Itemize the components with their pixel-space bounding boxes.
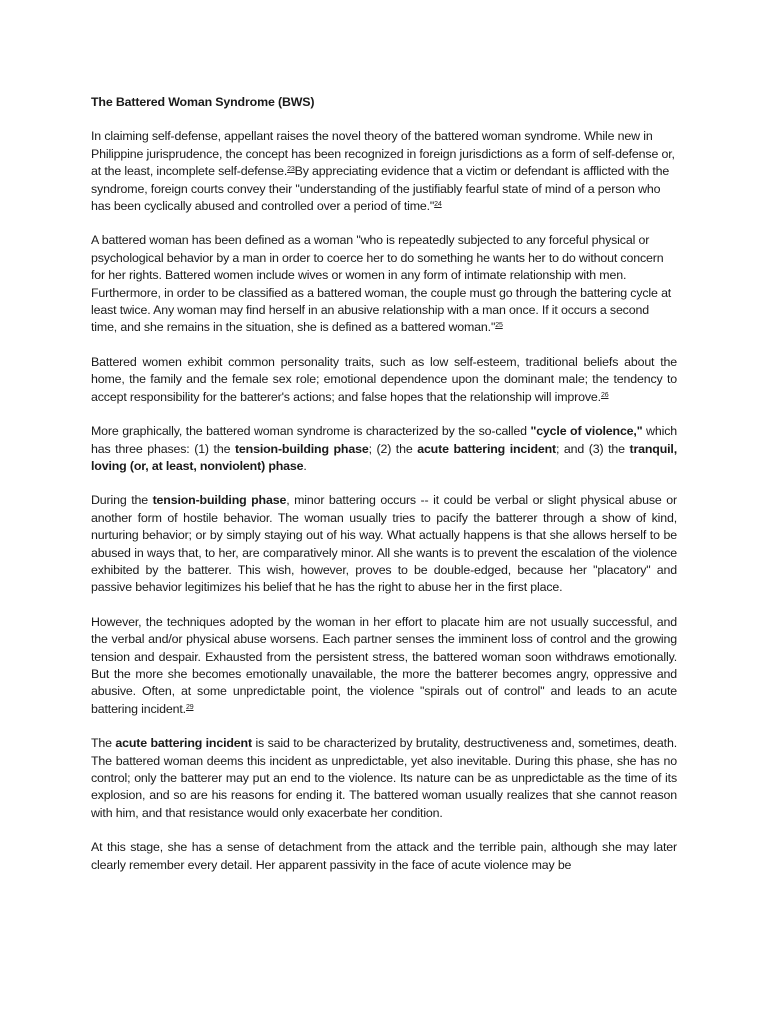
footnote-ref-29[interactable]: 29 [185, 703, 194, 711]
term-cycle-of-violence: "cycle of violence," [530, 424, 643, 439]
paragraph-5 [91, 492, 677, 596]
term-tranquil-phase: tranquil, loving (or, at least, nonviolent) phase [91, 441, 678, 473]
paragraph-8 [91, 839, 677, 874]
paragraph-5-text-a: During the [91, 493, 153, 508]
paragraph-6 [91, 614, 677, 718]
paragraph-4-text-d: ; (2) the [368, 441, 418, 456]
document-title: The Battered Woman Syndrome (BWS) [91, 95, 315, 109]
paragraph-8-text: At this stage, she has a sense of detachment from the attack and the terrible pain, although she may later clearly remember every detail. Her apparent passivity in the face of acute violence may be [91, 840, 677, 872]
paragraph-3 [91, 354, 677, 406]
paragraph-4 [91, 423, 677, 475]
paragraph-1-text-a: In claiming self-defense, appellant raises the novel theory of the battered woman syndrome. While new in Philippine jurisprudence, the concept has been recognized in foreign jurisdictions as a form of self-defense or, at the least, incomplete self-defense. [91, 129, 675, 179]
paragraph-4-text-e: ; and (3) the [556, 441, 630, 456]
paragraph-2-text: A battered woman has been defined as a woman "who is repeatedly subjected to any forceful physical or psychological behavior by a man in order to coerce her to do something he wants her to do without concern for her rights. Battered women include wives or women in any form of intimate relationship with men. Furthermore, in order to be classified as a battered woman, the couple must go through the battering cycle at least twice. Any woman may find herself in an abusive relationship with a man once. If it occurs a second time, and she remains in the situation, she is defined as a battered woman." [91, 233, 672, 335]
paragraph-4-text-a: More graphically, the battered woman syndrome is characterized by the so-called [91, 424, 531, 439]
term-acute-battering-incident: acute battering incident [417, 441, 557, 456]
paragraph-1 [91, 128, 677, 215]
footnote-ref-24[interactable]: 24 [434, 201, 442, 209]
paragraph-5-text-c: , minor battering occurs -- it could be verbal or slight physical abuse or another form of hostile behavior. The woman usually tries to pacify the batterer through a show of kind, nurturing behavior; or by simply staying out of his way. What actually happens is that she allows herself to be abused in ways that, to her, are comparatively minor. All she wants is to prevent the escalation of the violence exhibited by the batterer. This wish, however, proves to be double-edged, because her "placatory" and passive behavior legitimizes his belief that he has the right to abuse her in the first place. [91, 493, 677, 595]
term-tension-building-phase-2: tension-building phase [152, 493, 287, 508]
term-acute-battering-incident-2: acute battering incident [115, 736, 252, 751]
footnote-ref-25[interactable]: 25 [495, 322, 503, 330]
paragraph-3-text: Battered women exhibit common personality traits, such as low self-esteem, traditional beliefs about the home, the family and the female sex role; emotional dependence upon the dominant male; the tendency to accept responsibility for the batterer's actions; and false hopes that the relationship will improve. [91, 354, 677, 404]
footnote-ref-23[interactable]: 23 [287, 166, 295, 174]
paragraph-7-text-c: is said to be characterized by brutality, destructiveness and, sometimes, death. The battered woman deems this incident as unpredictable, yet also inevitable. During this phase, she has no control; only the batterer may put an end to the violence. Its nature can be as unpredictable as the time of its explosion, and so are his reasons for ending it. The battered woman usually realizes that she cannot reason with him, and that resistance would only exacerbate her condition. [91, 736, 677, 820]
paragraph-7 [91, 735, 677, 822]
paragraph-4-text-c: which has three phases: (1) the [91, 424, 677, 456]
paragraph-7-text-a: The [91, 736, 116, 751]
paragraph-2 [91, 232, 677, 336]
document-page [91, 94, 677, 891]
footnote-ref-26[interactable]: 26 [600, 391, 609, 399]
paragraph-4-text-f: . [303, 458, 307, 473]
term-tension-building-phase: tension-building phase [234, 441, 369, 456]
paragraph-6-text: However, the techniques adopted by the woman in her effort to placate him are not usually successful, and the verbal and/or physical abuse worsens. Each partner senses the imminent loss of control and the growing tension and despair. Exhausted from the persistent stress, the battered woman soon withdraws emotionally. But the more she becomes emotionally unavailable, the more the batterer becomes angry, oppressive and abusive. Often, at some unpredictable point, the violence "spirals out of control" and leads to an acute battering incident. [91, 614, 677, 716]
paragraph-1-text-b: By appreciating evidence that a victim or defendant is afflicted with the syndrome, foreign courts convey their "understanding of the justifiably fearful state of mind of a person who has been cyclically abused and controlled over a period of time." [91, 164, 670, 214]
